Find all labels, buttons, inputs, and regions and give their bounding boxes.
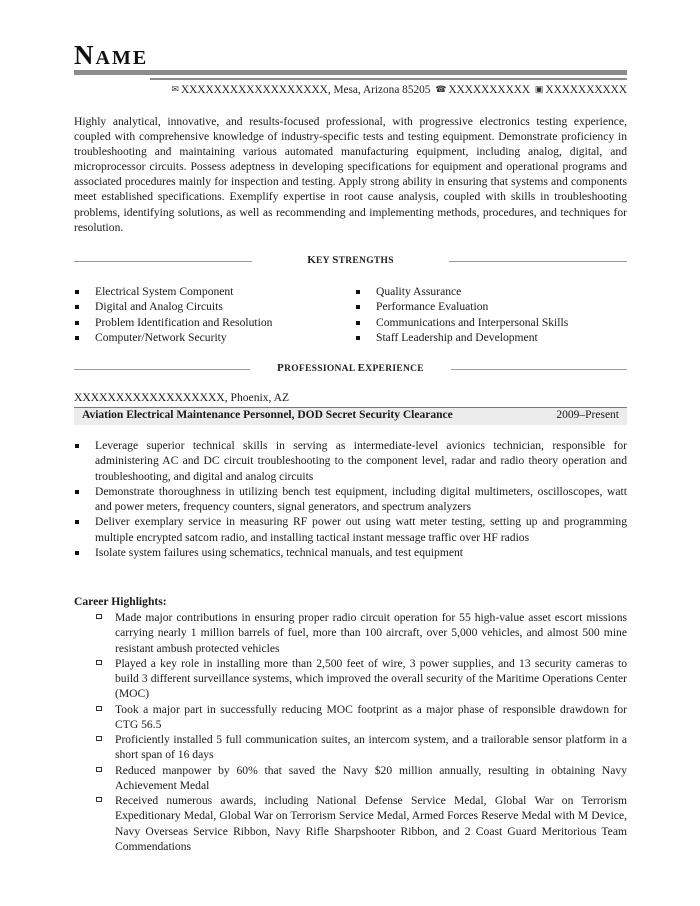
contact-phone: XXXXXXXXXX	[448, 84, 531, 96]
list-item: Deliver exemplary service in measuring RF power out using watt meter testing, setting up and programming multiple encrypted satcom radio, and installing tactical instant message traffic over HF radios	[74, 514, 627, 545]
list-item: Performance Evaluation	[355, 299, 568, 314]
list-item: Leverage superior technical skills in serving as intermediate-level avionics technician, responsible for administering AC and DC circuit troubleshooting to the component level, radar and radio theory operation and troubleshooting, and digital and analog circuits	[74, 438, 627, 484]
professional-summary: Highly analytical, innovative, and results-focused professional, with progressive electronics testing experience, coupled with comprehensive knowledge of industry-specific tests and testing equipment. Demonstrate proficiency in troubleshooting and maintaining various automated manufacturing equipment, including analog, digital, and microprocessor circuits. Possess adeptness in developing specifications for equipment and operational programs and associated procedures mainly for inspection and testing. Apply strong ability in ensuring that systems and components meet established specifications. Exemplify expertise in root cause analysis, coupled with skills in troubleshooting problems, identifying solutions, as well as recommending and implementing methods, procedures, and techniques for resolution.	[74, 115, 627, 234]
list-item: Took a major part in successfully reducing MOC footprint as a major phase of responsible drawdown for CTG 56.5	[95, 702, 627, 733]
job-title: Aviation Electrical Maintenance Personnel, DOD Secret Security Clearance	[82, 409, 453, 421]
candidate-name: NAME	[74, 40, 149, 70]
header-rule-thin	[150, 78, 627, 80]
section-title: PROFESSIONAL EXPERIENCE	[277, 362, 424, 374]
strengths-column-right	[355, 284, 568, 346]
list-item: Made major contributions in ensuring proper radio circuit operation for 55 high-value asset escort missions carrying nearly 1 million barrels of fuel, more than 100 aircraft, over 5,000 vehicles, and almost 500 mine resistant ambush protected vehicles	[95, 610, 627, 656]
contact-line	[169, 84, 627, 96]
list-item: Quality Assurance	[355, 284, 568, 299]
list-item: Staff Leadership and Development	[355, 330, 568, 345]
list-item: Computer/Network Security	[74, 330, 272, 345]
strengths-column-left	[74, 284, 272, 346]
phone-icon: ☎	[435, 84, 447, 94]
job-dates: 2009–Present	[556, 409, 619, 421]
list-item: Received numerous awards, including National Defense Service Medal, Global War on Terrorism Expeditionary Medal, Global War on Terrorism Service Medal, Armed Forces Reserve Medal with M Device, Navy Overseas Service Ribbon, Navy Rifle Sharpshooter Ribbon, and 2 Coast Guard Meritorious Team Commendations	[95, 793, 627, 854]
list-item: Problem Identification and Resolution	[74, 315, 272, 330]
list-item: Played a key role in installing more than 2,500 feet of wire, 3 power supplies, and 13 security cameras to build 3 different surveillance systems, which improved the overall security of the Maritime Operations Center (MOC)	[95, 656, 627, 702]
list-item: Reduced manpower by 60% that saved the Navy $20 million annually, resulting in obtaining Navy Achievement Medal	[95, 763, 627, 794]
employer-name: XXXXXXXXXXXXXXXXXX, Phoenix, AZ	[74, 391, 290, 404]
contact-address: XXXXXXXXXXXXXXXXXX, Mesa, Arizona 85205	[180, 84, 431, 96]
list-item: Demonstrate thoroughness in utilizing bench test equipment, including digital multimeters, oscilloscopes, watt and power meters, frequency counters, signal generators, and spectrum analyzers	[74, 484, 627, 515]
list-item: Digital and Analog Circuits	[74, 299, 272, 314]
contact-email: XXXXXXXXXX	[545, 84, 627, 96]
list-item: Isolate system failures using schematics, technical manuals, and test equipment	[74, 545, 627, 560]
career-highlights-heading: Career Highlights:	[74, 595, 167, 608]
job-title-bar	[74, 407, 627, 425]
list-item: Electrical System Component	[74, 284, 272, 299]
professional-experience-heading	[74, 362, 627, 376]
job-duties-list	[74, 438, 627, 560]
header-rule-thick	[74, 70, 627, 75]
career-highlights-list	[95, 610, 627, 854]
list-item: Communications and Interpersonal Skills	[355, 315, 568, 330]
mailbox-icon: ✉	[171, 84, 179, 94]
list-item: Proficiently installed 5 full communication suites, an intercom system, and a trailorable sensor platform in a short span of 16 days	[95, 732, 627, 763]
section-title: KEY STRENGTHS	[307, 254, 394, 266]
computer-icon: ▣	[534, 84, 544, 94]
key-strengths-heading	[74, 254, 627, 268]
